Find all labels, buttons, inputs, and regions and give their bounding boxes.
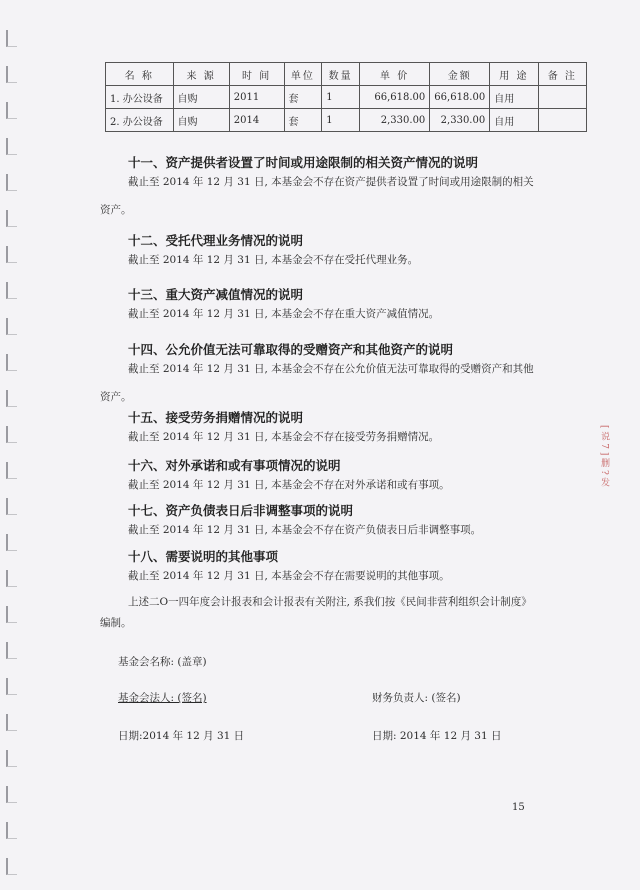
section-body: 截止至 2014 年 12 月 31 日, 本基金会不存在资产提供者设置了时间或用途限制的相关 — [128, 176, 534, 188]
section-body: 截止至 2014 年 12 月 31 日, 本基金会不存在重大资产减值情况。 — [128, 308, 440, 320]
binding-hole — [6, 570, 17, 587]
finance-head-signature: 财务负责人: (签名) — [372, 692, 461, 704]
section-body: 截止至 2014 年 12 月 31 日, 本基金会不存在需要说明的其他事项。 — [128, 570, 450, 582]
section-title: 十七、资产负债表日后非调整事项的说明 — [128, 503, 354, 518]
date-right: 日期: 2014 年 12 月 31 日 — [372, 730, 502, 742]
binding-hole — [6, 534, 17, 551]
table-cell: 自购 — [173, 109, 229, 132]
binding-hole — [6, 714, 17, 731]
closing-statement-cont: 编制。 — [100, 617, 132, 629]
section-body-cont: 资产。 — [100, 204, 132, 216]
binding-hole — [6, 390, 17, 407]
table-cell: 自用 — [490, 109, 538, 132]
binding-hole — [6, 822, 17, 839]
table-cell: 2014 — [229, 109, 284, 132]
binding-hole — [6, 858, 17, 875]
col-header: 金额 — [430, 63, 490, 86]
table-cell: 1. 办公设备 — [106, 86, 174, 109]
table-cell: 2. 办公设备 — [106, 109, 174, 132]
table-cell: 66,618.00 — [430, 86, 490, 109]
table-cell: 自购 — [173, 86, 229, 109]
section-body: 截止至 2014 年 12 月 31 日, 本基金会不存在对外承诺和或有事项。 — [128, 479, 450, 491]
col-header: 单位 — [284, 63, 322, 86]
col-header: 备 注 — [538, 63, 586, 86]
binding-hole — [6, 642, 17, 659]
section-title: 十八、需要说明的其他事项 — [128, 549, 279, 564]
section-body-cont: 资产。 — [100, 391, 132, 403]
col-header: 单 价 — [360, 63, 430, 86]
table-cell — [538, 109, 586, 132]
binding-hole — [6, 678, 17, 695]
table-cell: 套 — [284, 86, 322, 109]
section-title: 十四、公允价值无法可靠取得的受赠资产和其他资产的说明 — [128, 342, 454, 357]
table-row — [106, 109, 587, 132]
assets-table — [105, 62, 587, 132]
table-row — [106, 86, 587, 109]
binding-hole — [6, 282, 17, 299]
col-header: 名 称 — [106, 63, 174, 86]
col-header: 时 间 — [229, 63, 284, 86]
section-body: 截止至 2014 年 12 月 31 日, 本基金会不存在接受劳务捐赠情况。 — [128, 431, 440, 443]
page-number: 15 — [512, 802, 525, 813]
binding-hole — [6, 102, 17, 119]
binding-hole — [6, 786, 17, 803]
binding-holes — [0, 0, 26, 890]
org-name-seal: 基金会名称: (盖章) — [118, 656, 207, 668]
table-cell — [538, 86, 586, 109]
table-cell: 自用 — [490, 86, 538, 109]
table-cell: 2011 — [229, 86, 284, 109]
table-cell: 66,618.00 — [360, 86, 430, 109]
section-title: 十六、对外承诺和或有事项情况的说明 — [128, 458, 341, 473]
section-title: 十二、受托代理业务情况的说明 — [128, 233, 304, 248]
section-body: 截止至 2014 年 12 月 31 日, 本基金会不存在受托代理业务。 — [128, 254, 419, 266]
binding-hole — [6, 66, 17, 83]
table-cell: 2,330.00 — [360, 109, 430, 132]
binding-hole — [6, 210, 17, 227]
table-cell: 2,330.00 — [430, 109, 490, 132]
binding-hole — [6, 462, 17, 479]
binding-hole — [6, 606, 17, 623]
binding-hole — [6, 138, 17, 155]
binding-hole — [6, 354, 17, 371]
table-cell: 1 — [322, 109, 360, 132]
binding-hole — [6, 750, 17, 767]
section-title: 十五、接受劳务捐赠情况的说明 — [128, 410, 304, 425]
binding-hole — [6, 318, 17, 335]
binding-hole — [6, 498, 17, 515]
col-header: 数量 — [322, 63, 360, 86]
table-cell: 套 — [284, 109, 322, 132]
col-header: 用 途 — [490, 63, 538, 86]
section-title: 十一、资产提供者设置了时间或用途限制的相关资产情况的说明 — [128, 155, 479, 170]
date-left: 日期:2014 年 12 月 31 日 — [118, 730, 245, 742]
table-cell: 1 — [322, 86, 360, 109]
binding-hole — [6, 246, 17, 263]
section-title: 十三、重大资产减值情况的说明 — [128, 287, 304, 302]
section-body: 截止至 2014 年 12 月 31 日, 本基金会不存在公允价值无法可靠取得的受赠资产和其他 — [128, 363, 534, 375]
margin-annotation: [ 说 7 ] 删 ? 发 — [599, 425, 609, 487]
col-header: 来 源 — [173, 63, 229, 86]
legal-rep-signature: 基金会法人: (签名) — [118, 692, 207, 704]
section-body: 截止至 2014 年 12 月 31 日, 本基金会不存在资产负债表日后非调整事项。 — [128, 524, 482, 536]
table-header-row — [106, 63, 587, 86]
binding-hole — [6, 30, 17, 47]
closing-statement: 上述二O一四年度会计报表和会计报表有关附注, 系我们按《民间非营利组织会计制度》 — [128, 596, 532, 608]
binding-hole — [6, 174, 17, 191]
binding-hole — [6, 426, 17, 443]
